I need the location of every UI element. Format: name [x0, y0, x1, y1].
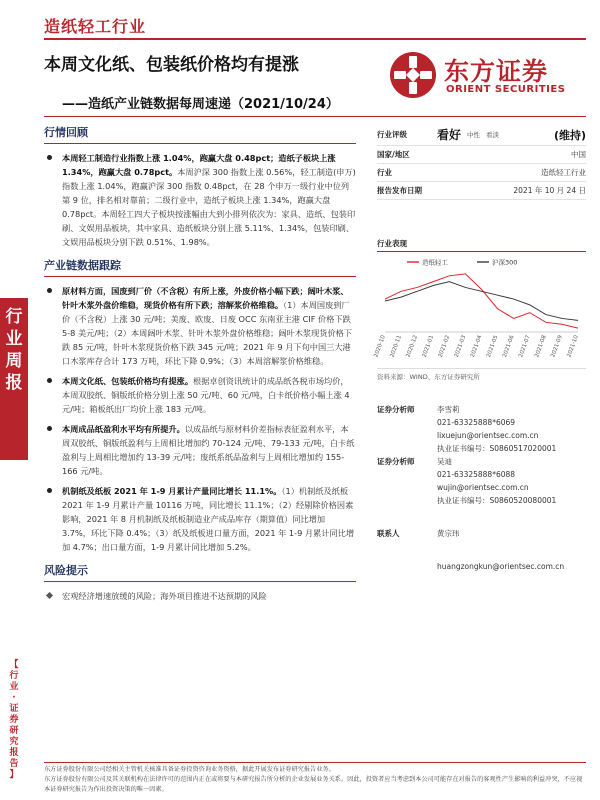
vert-char: 业	[9, 682, 19, 692]
info-row	[377, 164, 586, 182]
x-tick-label: 2021-09	[550, 334, 564, 359]
chain-bullet-raw-material	[44, 284, 356, 368]
series-line	[385, 282, 578, 321]
analyst-email[interactable]: lixuejun@orientsec.com.cn	[437, 431, 539, 440]
vert-char: ·	[12, 693, 16, 703]
orient-securities-logo	[388, 46, 584, 106]
contact-role: 联系人	[377, 529, 400, 538]
chart-svg	[373, 256, 586, 359]
analyst-role: 证券分析师	[377, 457, 415, 466]
info-key: 报告发布日期	[377, 186, 422, 195]
contact-name: 黄宗玮	[437, 529, 460, 538]
analyst-row	[377, 442, 586, 455]
x-tick-label: 2021-10	[566, 334, 580, 359]
analyst-row	[377, 468, 586, 481]
header-divider	[44, 38, 586, 40]
report-type-band	[0, 298, 28, 460]
bullet-text: 根据卓创资讯统计的成品纸各税市场均价，本周双胶纸、铜版纸价格分别上涨 50 元/吨、60 元/吨，白卡纸价格小幅上涨 4 元/吨；箱板纸出厂均价上涨 183 元/吨。	[62, 376, 350, 414]
logo-text-cn: 东方证券	[444, 57, 549, 86]
analyst-cert: 执业证书编号：S0860520080001	[437, 496, 557, 505]
x-tick-label: 2021-08	[534, 334, 548, 359]
logo-mark-icon	[388, 50, 438, 100]
chain-bullet-output	[44, 484, 356, 554]
bullet-text: 以成品纸与原材料价差指标表征盈利水平，本周双胶纸、铜版纸盈利与上周相比增加约 70-124 元/吨、79-133 元/吨，白卡纸盈利与上周相比增加约 13-39 元/吨；废纸系纸品盈利与上周相比增加约 155-166 元/吨。	[62, 424, 355, 476]
analyst-row	[377, 416, 586, 429]
band-char: 业	[5, 329, 23, 349]
title-divider	[44, 116, 586, 117]
info-value: 造纸轻工行业	[541, 168, 586, 177]
x-tick-label: 2021-01	[421, 334, 436, 359]
chain-bullet-prices	[44, 374, 356, 416]
industry-performance-chart	[373, 256, 586, 359]
sidebar	[373, 124, 586, 573]
bullet-dot-icon	[47, 288, 52, 293]
rating-row	[377, 124, 586, 146]
vert-char: 研	[9, 726, 19, 736]
vert-char: 证	[9, 704, 19, 714]
bullet-dot-icon	[47, 378, 52, 383]
analyst-block	[377, 403, 586, 573]
x-tick-label: 2020-10	[373, 334, 387, 359]
analyst-email[interactable]: wujin@orientsec.com.cn	[437, 483, 529, 492]
info-key: 国家/地区	[377, 150, 410, 159]
info-value: 中国	[571, 150, 586, 159]
x-tick-label: 2020-11	[389, 334, 403, 359]
analyst-phone: 021-63325888*6069	[437, 418, 516, 427]
analyst-role: 证券分析师	[377, 405, 415, 414]
analyst-cert: 执业证书编号：S0860517020001	[437, 444, 557, 453]
footer-line-2: 东方证券股份有限公司及其关联机构在法律许可的范围内正在或将要与本研究报告所分析的企业发展业务关系。因此，投资者应当考虑到本公司可能存在对报告的客观性产生影响的利益冲突，不应视本证券研究报告为作出投资决策的唯一因素。	[44, 776, 583, 793]
vert-char: 券	[9, 715, 19, 725]
footer-line-1: 东方证券股份有限公司经相关主管机关核准具备证券投资咨询业务资格，据此开展发布证券研究报告业务。	[44, 766, 335, 773]
rating-mid: 中性	[467, 131, 481, 139]
section-heading-chain: 产业链数据跟踪	[44, 257, 356, 277]
analyst-row	[377, 494, 586, 507]
x-tick-label: 2020-12	[405, 334, 420, 359]
band-char: 周	[5, 351, 23, 371]
analyst-name: 吴迪	[437, 457, 452, 466]
x-tick-label: 2021-02	[437, 334, 452, 359]
rating-low: 看淡	[486, 131, 500, 139]
rating-label: 行业评级	[377, 130, 407, 139]
info-value: 2021 年 10 月 24 日	[513, 186, 586, 195]
rating-status: (维持)	[553, 128, 586, 142]
chart-title: 行业表现	[377, 238, 586, 252]
bullet-dot-icon	[47, 426, 52, 431]
legend-label: 造纸轻工	[422, 258, 448, 267]
contact-row	[377, 560, 586, 573]
risk-bullet	[44, 589, 356, 603]
vert-char: 告	[9, 759, 19, 769]
rating-value: 看好	[437, 128, 462, 142]
bullet-emphasis: 原材料方面，国废到厂价（不含税）有所上涨，外废价格小幅下跌；阔叶木浆、针叶木浆外盘价维稳，现货价格有所下跌；溶解浆价格维稳。	[62, 286, 349, 310]
bullet-text: 本周沪深 300 指数上涨 0.56%，轻工制造(申万)指数上涨 1.04%，跑赢沪深 300 指数 0.48pct，在 28 个申万一级行业中位列第 9 位，排名相对靠前；二级行业中，造纸子板块上涨 1.34%，跑赢大盘 0.78pct。本周轻工四大子板块按涨幅由大到小排列依次为：家具、造纸、包装印刷、文娱用品板块，其中家具、造纸板块分别上涨 5.11%、1.34%，包装印刷、文娱用品板块分别下跌 0.51%、1.98%。	[62, 167, 356, 247]
info-row	[377, 146, 586, 164]
vert-char: 【	[9, 660, 19, 670]
bullet-emphasis: 本周文化纸、包装纸价格均有提涨。	[62, 376, 194, 386]
report-title: 本周文化纸、包装纸价格均有提涨	[44, 55, 299, 75]
analyst-name: 李雪莉	[437, 405, 460, 414]
diamond-bullet-icon	[46, 592, 53, 599]
vert-char: 报	[9, 748, 19, 758]
band-char: 报	[5, 373, 23, 393]
x-tick-label: 2021-03	[453, 334, 468, 359]
vert-char: 究	[9, 737, 19, 747]
analyst-phone: 021-63325888*6088	[437, 470, 516, 479]
bullet-emphasis: 本周轻工制造行业指数上涨 1.04%，跑赢大盘 0.48pct；造纸子板块上涨 1.34%，跑赢大盘 0.78pct。	[62, 153, 336, 177]
report-subtitle: ——造纸产业链数据每周速递（2021/10/24）	[62, 97, 339, 112]
bullet-text: （1）机制纸及纸板 2021 年 1-9 月累计产量 10116 万吨，同比增长 11.1%；（2）经剔除价格因素影响，2021 年 8 月机制纸及纸板制造业产成品库存（期算值）同比增加 3.7%，环比下降 0.4%；（3）纸及纸板进口量方面，2021 年 1-9 月累计同比增加 4.7%；出口量方面，1-9 月累计同比增加 5.2%。	[62, 486, 355, 552]
industry-label: 造纸轻工行业	[44, 17, 147, 36]
analyst-row	[377, 455, 586, 468]
section-heading-review: 行情回顾	[44, 124, 356, 144]
bullet-dot-icon	[47, 488, 52, 493]
vert-char: 行	[9, 671, 19, 681]
main-content	[44, 124, 356, 609]
footer-divider	[44, 762, 586, 763]
analyst-row	[377, 481, 586, 494]
x-tick-label: 2021-05	[485, 334, 500, 359]
section-heading-risk: 风险提示	[44, 562, 356, 582]
footer-disclaimer	[44, 765, 586, 795]
x-tick-label: 2021-06	[502, 334, 516, 359]
bullet-emphasis: 机制纸及纸板 2021 年 1-9 月累计产量同比增长 11.1%。	[62, 486, 282, 496]
chart-source: 资料来源：WIND、东方证券研究所	[377, 368, 586, 381]
logo-text-en: ORIENT SECURITIES	[446, 84, 566, 95]
vert-char: 】	[9, 770, 19, 780]
bullet-emphasis: 本周成品纸盈利水平均有所提升。	[62, 424, 185, 434]
contact-email[interactable]: huangzongkun@orientsec.com.cn	[437, 562, 565, 571]
info-row	[377, 182, 586, 200]
bullet-text: （1）本周国废到厂价（不含税）上涨 30 元/吨；美废、欧废、日废 OCC 东南亚主港 CIF 价格下跌 5-8 美元/吨；（2）本周阔叶木浆、针叶木浆外盘价格维稳；阔叶木浆现货价格下跌 85 元/吨，针叶木浆现货价格下跌 345 元/吨；2021 年 9 月下旬中国三大港口木浆库存合计 173 万吨，环比下降 0.9%；（3）本周溶解浆价格维稳。	[62, 300, 353, 366]
series-line	[385, 274, 578, 328]
contact-row	[377, 527, 586, 540]
band-char: 行	[5, 307, 23, 327]
review-bullet	[44, 151, 356, 249]
x-tick-label: 2021-07	[518, 334, 532, 359]
chain-bullet-profit	[44, 422, 356, 478]
report-category-vertical	[6, 660, 22, 781]
info-key: 行业	[377, 168, 392, 177]
x-tick-label: 2021-04	[469, 334, 484, 359]
analyst-row	[377, 403, 586, 416]
bullet-text: 宏观经济增速放缓的风险；海外项目推进不达预期的风险	[62, 591, 267, 601]
analyst-row	[377, 429, 586, 442]
legend-label: 沪深300	[492, 258, 518, 267]
bullet-dot-icon	[47, 155, 52, 160]
